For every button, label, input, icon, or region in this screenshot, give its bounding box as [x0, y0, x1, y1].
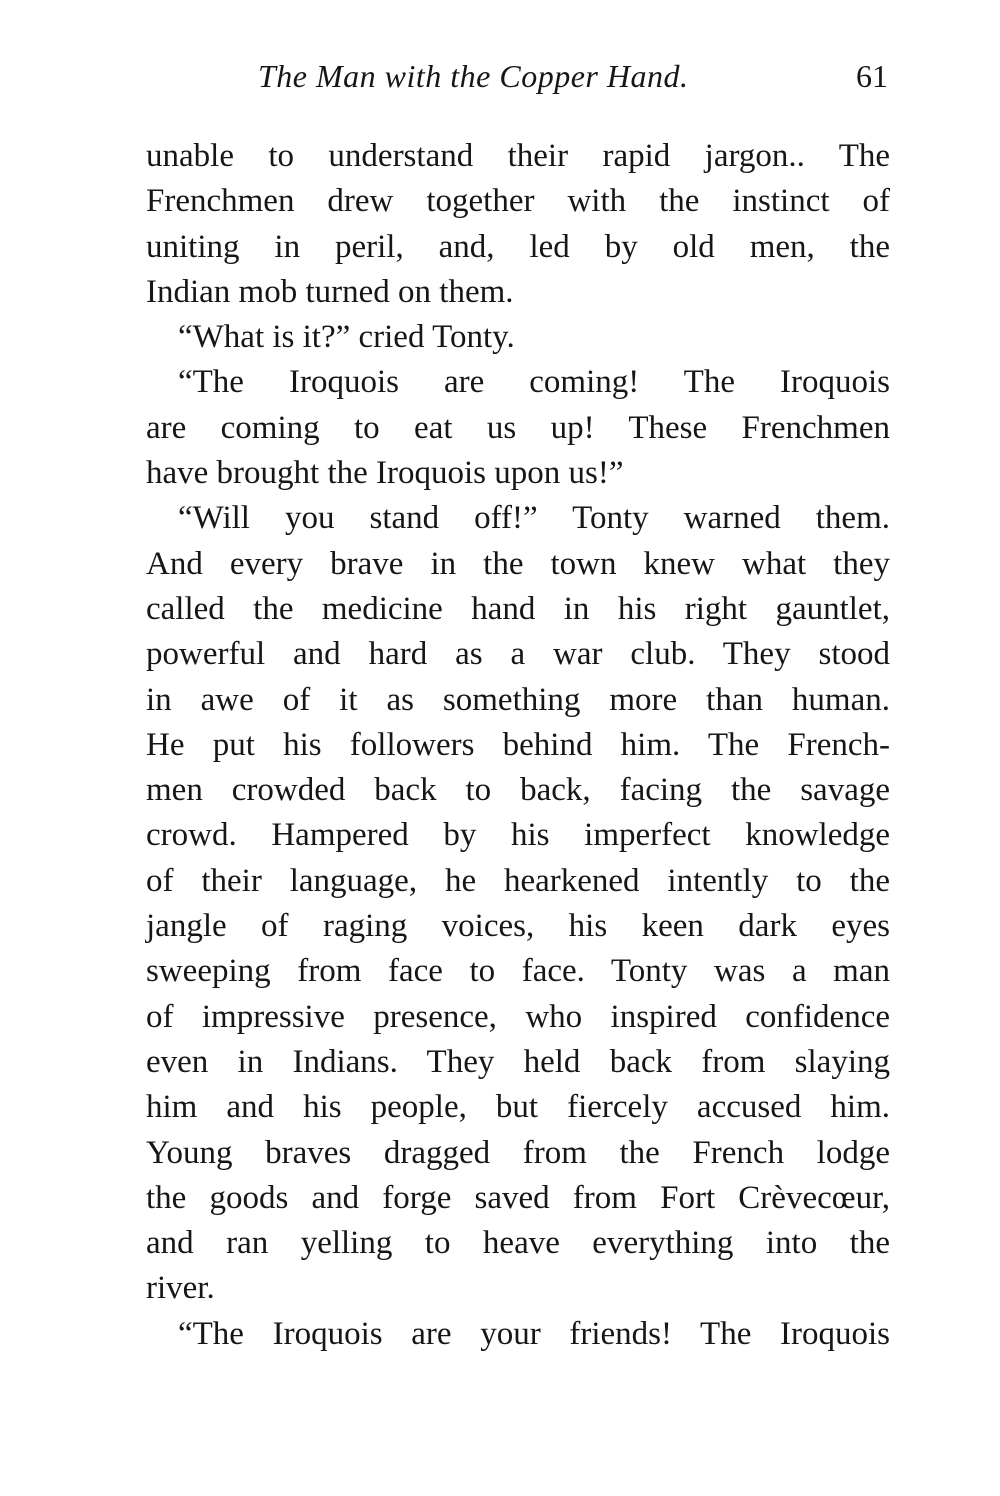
body-text — [146, 134, 890, 1357]
running-head — [146, 58, 890, 102]
text-line: uniting in peril, and, led by old men, the — [146, 228, 890, 265]
text-line: and ran yelling to heave everything into the — [146, 1225, 890, 1262]
text-line: Frenchmen drew together with the instinct of — [146, 183, 890, 220]
text-line: the goods and forge saved from Fort Crèvecœur, — [146, 1179, 890, 1216]
text-line: He put his followers behind him. The French- — [146, 726, 890, 763]
text-line: him and his people, but fiercely accused him. — [146, 1089, 890, 1126]
text-line: jangle of raging voices, his keen dark eyes — [146, 908, 890, 945]
running-title: The Man with the Copper Hand. — [258, 58, 689, 94]
text-line: of their language, he hearkened intently to the — [146, 862, 890, 899]
text-line: powerful and hard as a war club. They stood — [146, 636, 890, 673]
page-number: 61 — [856, 58, 888, 94]
text-line: have brought the Iroquois upon us!” — [146, 455, 624, 492]
text-line: “What is it?” cried Tonty. — [178, 319, 515, 356]
text-line: “Will you stand off!” Tonty warned them. — [178, 500, 890, 537]
text-line: even in Indians. They held back from slaying — [146, 1043, 890, 1080]
text-line: called the medicine hand in his right gauntlet, — [146, 590, 890, 627]
text-line: in awe of it as something more than human. — [146, 681, 890, 718]
text-line: crowd. Hampered by his imperfect knowledge — [146, 817, 890, 854]
text-line: river. — [146, 1270, 215, 1307]
text-line: men crowded back to back, facing the savage — [146, 772, 890, 809]
text-line: Indian mob turned on them. — [146, 273, 514, 310]
text-line: Young braves dragged from the French lodge — [146, 1134, 890, 1171]
text-line: “The Iroquois are coming! The Iroquois — [178, 364, 890, 401]
text-line: are coming to eat us up! These Frenchmen — [146, 409, 890, 446]
text-line: “The Iroquois are your friends! The Iroquois — [178, 1315, 890, 1352]
text-line: sweeping from face to face. Tonty was a man — [146, 953, 890, 990]
text-line: unable to understand their rapid jargon.. The — [146, 138, 890, 174]
text-line: of impressive presence, who inspired confidence — [146, 998, 890, 1035]
text-line: And every brave in the town knew what they — [146, 545, 890, 582]
